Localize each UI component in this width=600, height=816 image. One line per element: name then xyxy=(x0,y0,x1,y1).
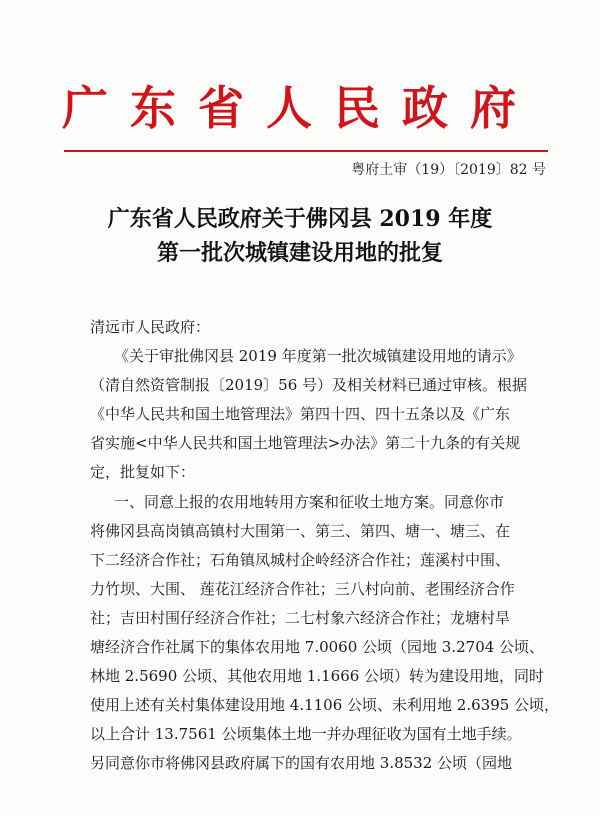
paragraph2-line: 社；吉田村围仔经济合作社；二七村象六经济合作社；龙塘村旱 xyxy=(90,609,511,627)
paragraph2-line: 力竹坝、大围、 莲花江经济合作社；三八村向前、老围经济合作 xyxy=(90,580,515,598)
document-title-line-2: 第一批次城镇建设用地的批复 xyxy=(156,240,443,266)
paragraph2-line: 使用上述有关村集体建设用地 4.1106 公顷、未利用地 2.6395 公顷， xyxy=(90,696,560,714)
paragraph2-line: 一、同意上报的农用地转用方案和征收土地方案。同意你市 xyxy=(114,493,505,511)
addressee: 清远市人民政府： xyxy=(90,318,211,336)
paragraph2-line: 下二经济合作社；石角镇凤城村企岭经济合作社；莲溪村中围、 xyxy=(90,551,511,569)
paragraph1-line: 省实施<中华人民共和国土地管理法>办法》第二十九条的有关规 xyxy=(90,434,521,452)
document-number: 粤府土审（19）〔2019〕82 号 xyxy=(351,162,546,178)
paragraph1-line: 《中华人民共和国土地管理法》第四十四、四十五条以及《广东 xyxy=(90,405,511,423)
paragraph1-line: 定，批复如下： xyxy=(90,463,196,481)
paragraph2-line: 林地 2.5690 公顷、其他农用地 1.1666 公顷）转为建设用地，同时 xyxy=(90,667,545,685)
paragraph2-line: 将佛冈县高岗镇高镇村大围第一、第三、第四、塘一、塘三、在 xyxy=(90,522,511,540)
document-title-line-1: 广东省人民政府关于佛冈县 2019 年度 xyxy=(107,206,493,232)
org-title: 广东省人民政府 xyxy=(62,81,538,135)
paragraph2-line: 另同意你市将佛冈县政府属下的国有农用地 3.8532 公顷（园地 xyxy=(90,754,513,772)
paragraph1-line: （清自然资管制报〔2019〕56 号）及相关材料已通过审核。根据 xyxy=(90,376,528,394)
paragraph2-line: 以上合计 13.7561 公顷集体土地一并办理征收为国有土地手续。 xyxy=(90,725,522,743)
paragraph2-line: 塘经济合作社属下的集体农用地 7.0060 公顷（园地 3.2704 公顷、 xyxy=(90,638,545,656)
red-divider xyxy=(64,150,548,152)
paragraph1-line: 《关于审批佛冈县 2019 年度第一批次城镇建设用地的请示》 xyxy=(114,347,522,365)
